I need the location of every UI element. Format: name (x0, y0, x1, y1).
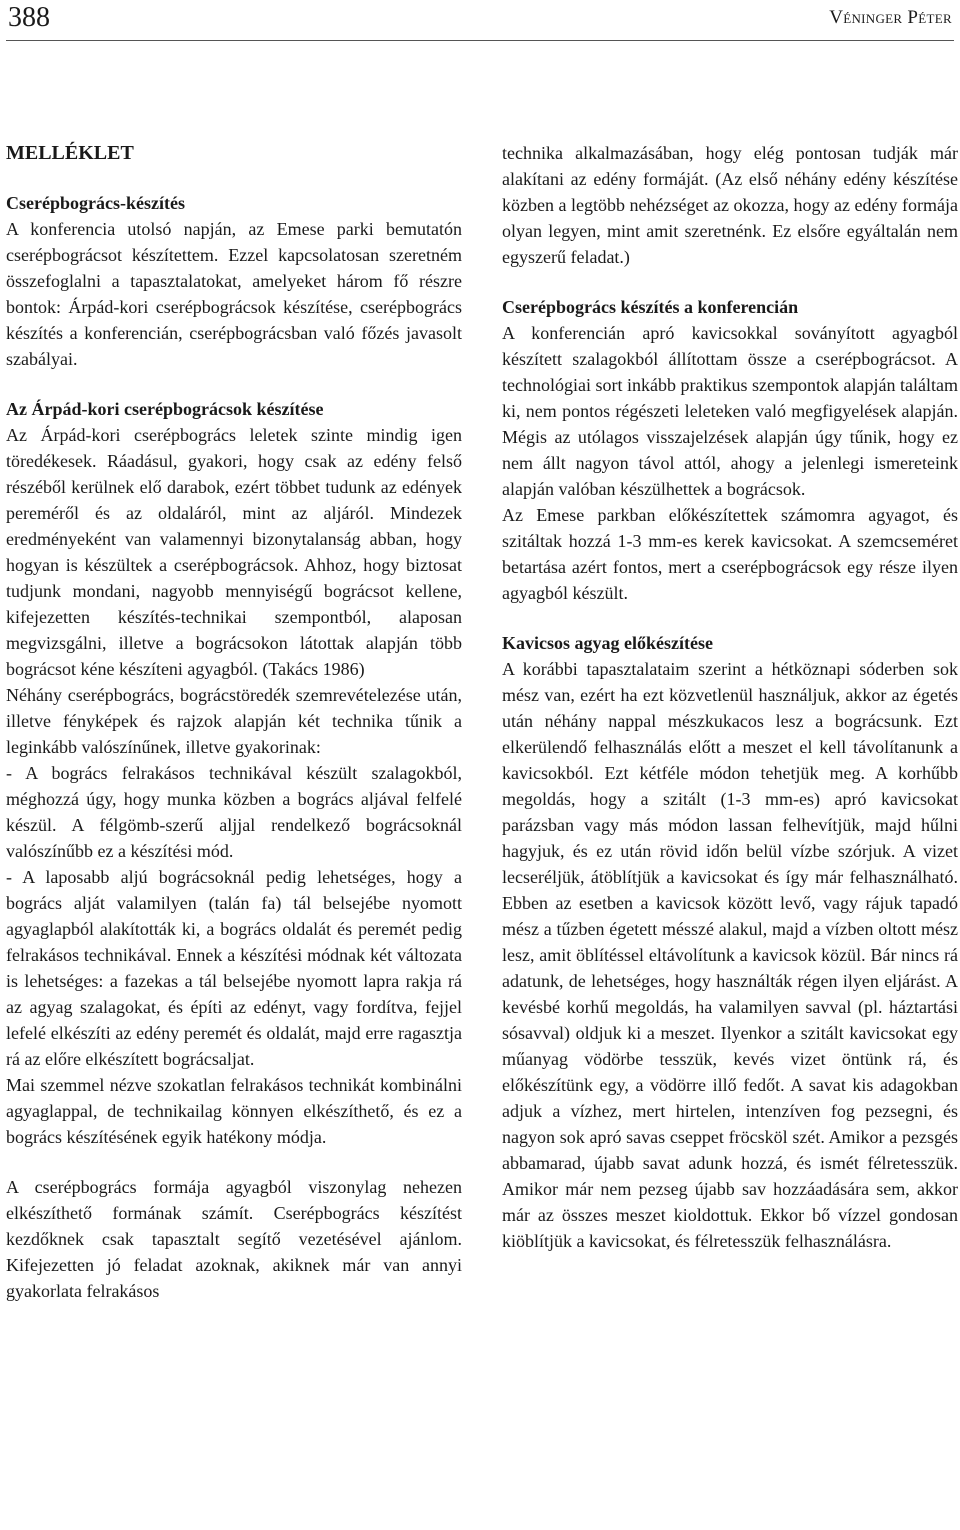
running-head-author: Véninger Péter (829, 7, 952, 28)
body-paragraph: Néhány cserépbogrács, bográcstöredék szemrevételezése után, illetve fényképek és rajzok alapján két technika tűnik a leginkább valószínűnek, illetve gyakorinak: (6, 685, 462, 757)
section-heading: Cserépbogrács készítés a konferencián (502, 297, 799, 317)
body-paragraph: - A laposabb aljú bográcsoknál pedig lehetséges, hogy a bogrács alját valamilyen (talán fa) tál belsejébe nyomott agyaglapból alakították ki, a bogrács oldalát és peremét pedig felrakásos technikával. Ennek a készítési módnak két változata is lehetséges: a fazekas a tál belsejébe nyomott lapra rakja rá az agyag szalagokat, és építi az edényt, vagy fordítva, fejjel lefelé elkészíti az edény peremét és oldalát, majd erre ragasztja rá az előre elkészített bográcsaljat. (6, 867, 462, 1069)
body-paragraph: A cserépbogrács formája agyagból viszonylag nehezen elkészíthető formának számít. Cserépbogrács készítést kezdőknek csak tapasztalt segítő vezetésével ajánlom. Kifejezetten jó feladat azoknak, akiknek már van annyi gyakorlata felrakásos (6, 1177, 462, 1301)
section-heading: Kavicsos agyag előkészítése (502, 633, 713, 653)
section-konferencia-keszites (502, 294, 958, 606)
closing-block (6, 1174, 462, 1304)
section-kavicsos-agyag (502, 630, 958, 1254)
left-column (6, 140, 462, 1304)
body-paragraph: - A bogrács felrakásos technikával készült szalagokból, méghozzá úgy, hogy munka közben a bogrács aljával felfelé készül. A félgömb-szerű aljjal rendelkező bográcsoknál valószínűbb ez a készítési mód. (6, 763, 462, 861)
page-number: 388 (8, 2, 50, 33)
body-paragraph: technika alkalmazásában, hogy elég pontosan tudják már alakítani az edény formáját. (Az első néhány edény készítése közben a legtöbb nehézséget az okozza, hogy az edény formája olyan legyen, mint amit szeretnénk. Ez elsőre egyáltalán nem egyszerű feladat.) (502, 143, 958, 267)
section-arpad-kori-keszites (6, 396, 462, 1150)
continuation-block (502, 140, 958, 270)
section-cserepbogracs-keszites (6, 190, 462, 372)
right-column (502, 140, 958, 1254)
body-paragraph: Mai szemmel nézve szokatlan felrakásos technikát kombinálni agyaglappal, de technikailag könnyen elkészíthető, és ez a bogrács készítésének egyik hatékony módja. (6, 1075, 462, 1147)
section-heading: Cserépbogrács-készítés (6, 193, 185, 213)
body-paragraph: A konferencia utolsó napján, az Emese parki bemutatón cserépbográcsot készítettem. Ezzel kapcsolatosan szeretném összefoglalni a tapasztalatokat, amelyeket három fő részre bontok: Árpád-kori cserépbográcsok készítése, cserépbogrács készítés a konferencián, cserépbográcsban való főzés javasolt szabályai. (6, 219, 462, 369)
section-heading: Az Árpád-kori cserépbográcsok készítése (6, 399, 324, 419)
body-paragraph: A konferencián apró kavicsokkal soványított agyagból készített szalagokból állítottam össze a cserépbográcsot. A technológiai sort inkább praktikus szempontok alapján találtam ki, nem pontos régészeti leleteken való megfigyelések alapján. Mégis az utólagos visszajelzések alapján úgy tűnik, hogy ez nem állt nagyon távol attól, ahogy a jelenlegi ismereteink alapján valóban készülhettek a bográcsok. (502, 323, 958, 499)
appendix-title: MELLÉKLET (6, 142, 134, 164)
body-paragraph: A korábbi tapasztalataim szerint a hétköznapi sóderben sok mész van, ezért ha ezt közvetlenül használjuk, akkor az égetés után néhány nappal mészkukacos lesz a bográcsunk. Ezt elkerülendő felhasználás előtt a meszet el kell távolítanunk a kavicsokból. Ezt kétféle módon tehetjük meg. A korhűbb megoldás, hogy a szitált (1-3 mm-es) apró kavicsokat parázsban vagy más módon lassan felhevítjük, majd hűlni hagyjuk, és ez után rövid időn belül vízbe szórjuk. A vizet lecseréljük, átöblítjük a kavicsokat és így már felhasználható. Ebben az esetben a kavicsok között levő, vagy rájuk tapadó mész a tűzben égetett mésszé alakul, majd a vízben oltott mész lesz, amit öblítéssel eltávolítunk a kavicsok közül. Bár nincs rá adatunk, de lehetséges, hogy használták régen ilyen eljárást. A kevésbé korhű megoldás, ha valamilyen savval (pl. háztartási sósavval) oldjuk ki a meszet. Ilyenkor a szitált kavicsokat egy műanyag vödörbe tesszük, kevés vizet öntünk rá, és előkészítünk egy, a vödörre illő fedőt. A savat kis adagokban adjuk a vízhez, mert hirtelen, intenzíven fog pezsegni, és nagyon sok apró savas cseppet fröcsköl szét. Amikor a pezsgés abbamarad, újabb savat adunk hozzá, és ismét félretesszük. Amikor már nem pezseg újabb sav hozzáadására sem, akkor már az összes meszet kioldottuk. Ekkor bő vízzel gondosan kiöblítjük a kavicsokat, és félretesszük felhasználásra. (502, 659, 958, 1251)
body-paragraph: Az Árpád-kori cserépbogrács leletek szinte mindig igen töredékesek. Ráadásul, gyakori, hogy csak az edény felső részéből kerülnek elő darabok, ezért többet tudunk az edények pereméről és az oldaláról, mint az aljáról. Mindezek eredményeként van valamennyi bizonytalanság abban, hogy hogyan is készültek a cserépbográcsok. Ahhoz, hogy biztosat tudjunk mondani, nagyobb mennyiségű bográcsot kellene, kifejezetten készítés-technikai szempontból, alaposan megvizsgálni, illetve a bográcsokon látottak alapján több bográcsot kéne készíteni agyagból. (Takács 1986) (6, 425, 462, 679)
page-header (6, 0, 954, 41)
body-paragraph: Az Emese parkban előkészítettek számomra agyagot, és szitáltak hozzá 1-3 mm-es kerek kavicsokat. A szemcseméret betartása azért fontos, mert a cserépbográcsok egy része ilyen agyagból készült. (502, 505, 958, 603)
